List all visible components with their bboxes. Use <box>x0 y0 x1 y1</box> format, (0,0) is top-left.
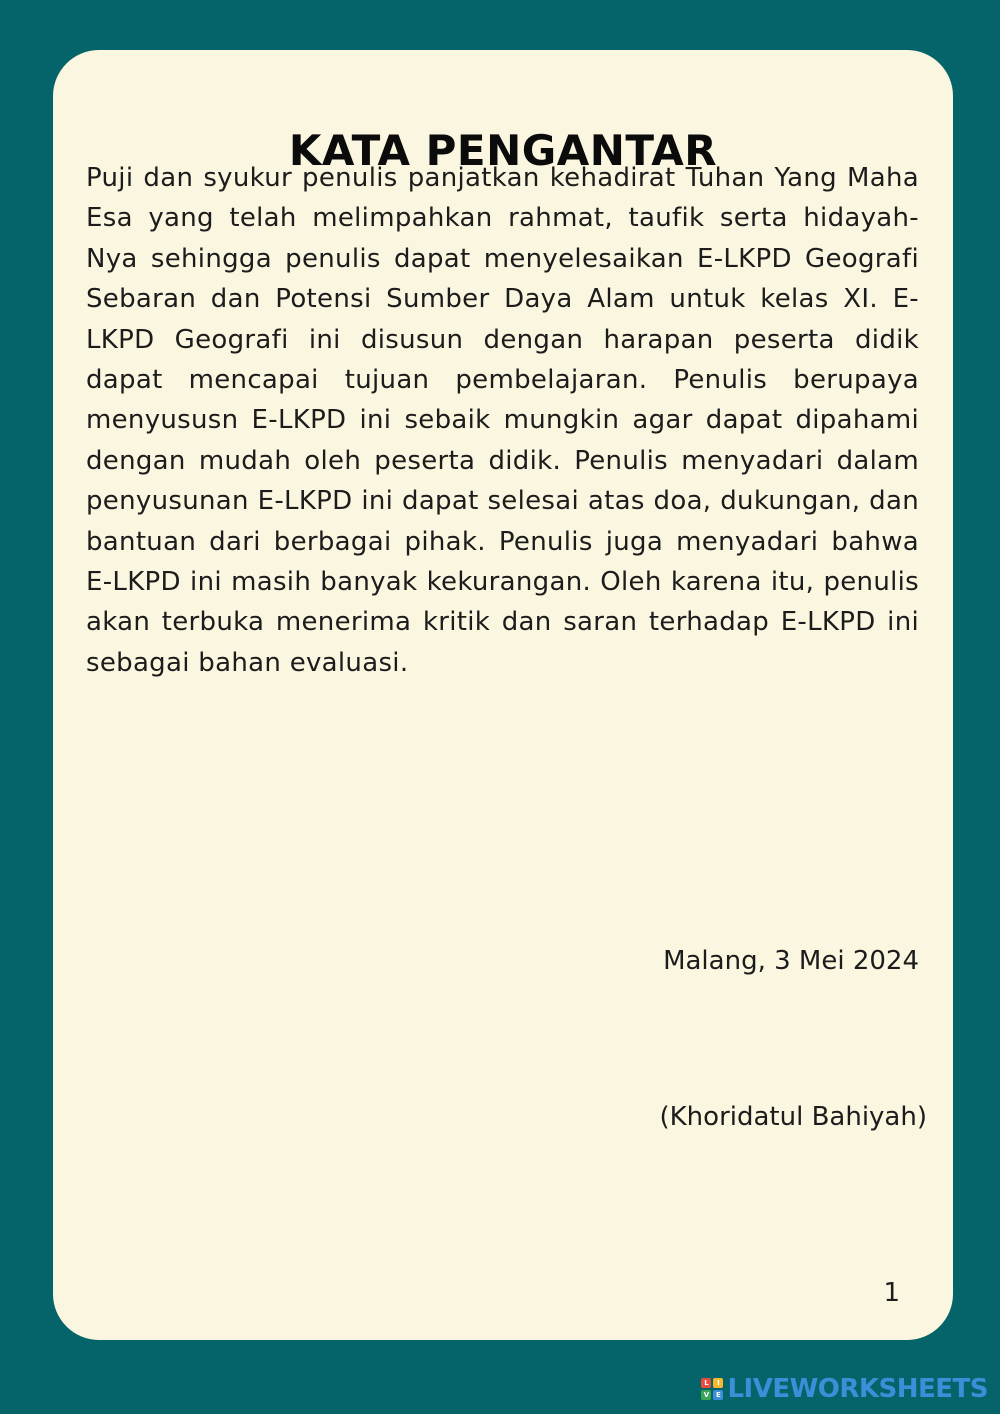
logo-letter-v: V <box>701 1390 711 1400</box>
foreword-paragraph: Puji dan syukur penulis panjatkan kehadirat Tuhan Yang Maha Esa yang telah melimpahkan rahmat, taufik serta hidayah-Nya sehingga penulis dapat menyelesaikan E-LKPD Geografi Sebaran dan Potensi Sumber Daya Alam untuk kelas XI. E-LKPD Geografi ini disusun dengan harapan peserta didik dapat mencapai tujuan pembelajaran. Penulis berupaya menyususn E-LKPD ini sebaik mungkin agar dapat dipahami dengan mudah oleh peserta didik. Penulis menyadari dalam penyusunan E-LKPD ini dapat selesai atas doa, dukungan, dan bantuan dari berbagai pihak. Penulis juga menyadari bahwa E-LKPD ini masih banyak kekurangan. Oleh karena itu, penulis akan terbuka menerima kritik dan saran terhadap E-LKPD ini sebagai bahan evaluasi. <box>86 163 919 678</box>
page-number: 1 <box>883 1278 900 1308</box>
place-date: Malang, 3 Mei 2024 <box>663 946 919 976</box>
document-page <box>53 50 953 1340</box>
page-title: KATA PENGANTAR <box>288 126 718 175</box>
liveworksheets-logo-icon <box>701 1378 723 1400</box>
logo-letter-e: E <box>713 1390 723 1400</box>
author-name: (Khoridatul Bahiyah) <box>659 1102 927 1132</box>
logo-letter-i: I <box>713 1378 723 1388</box>
watermark-text: LIVEWORKSHEETS <box>727 1374 988 1404</box>
liveworksheets-watermark <box>701 1374 988 1404</box>
logo-letter-l: L <box>701 1378 711 1388</box>
